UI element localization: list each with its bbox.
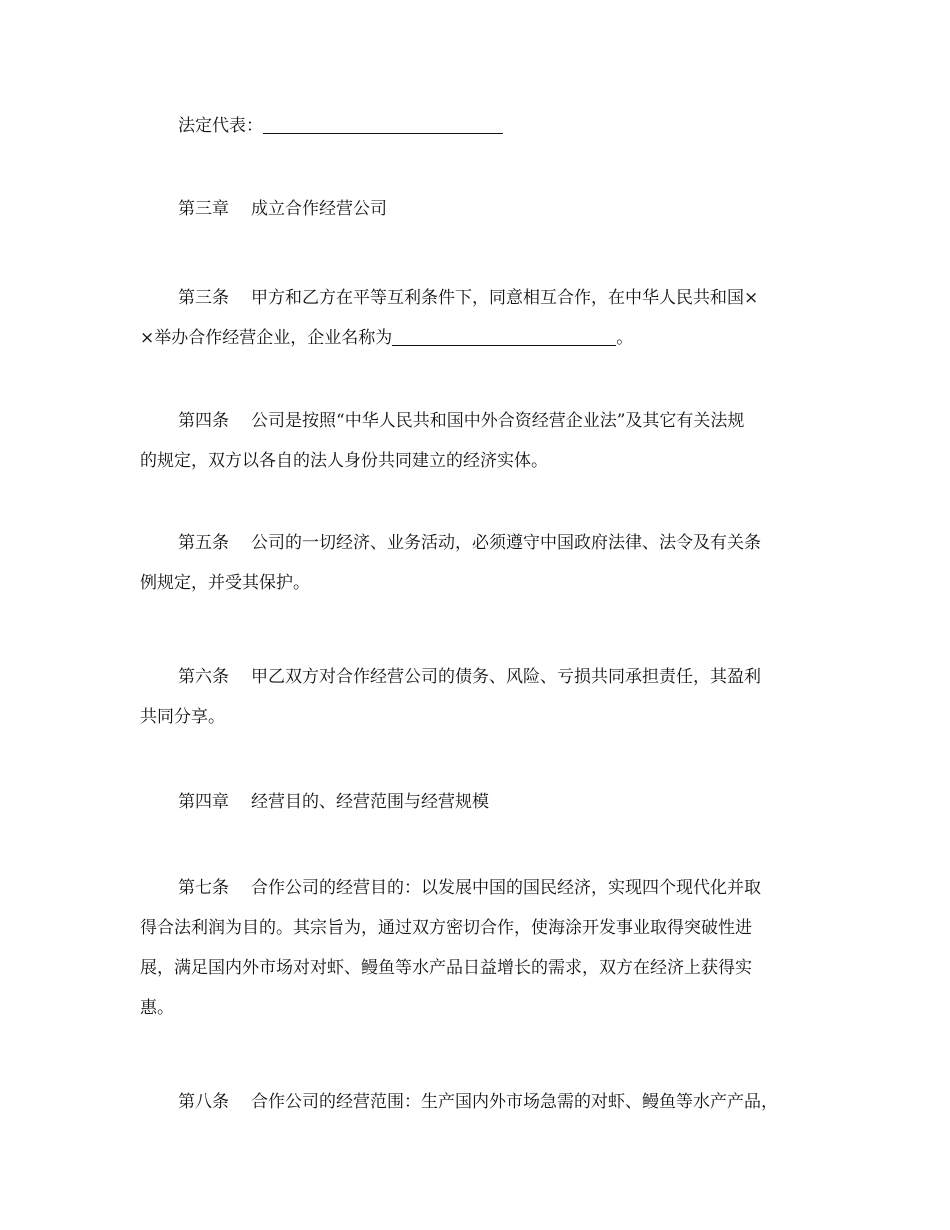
- chapter-3-heading: [140, 189, 816, 229]
- article-8-text-a: 合作公司的经营范围：生产国内外市场急需的对虾、鳗鱼等水产产品，: [251, 1092, 778, 1112]
- article-3-text-c: 。: [616, 328, 634, 348]
- article-6-number: 第六条: [178, 667, 229, 687]
- chapter-3-title: 成立合作经营公司: [251, 199, 387, 219]
- article-7-text-c: 展，满足国内外市场对对虾、鳗鱼等水产品日益增长的需求，双方在经济上获得实: [140, 958, 752, 978]
- article-8: [140, 1082, 816, 1122]
- legal-representative-label: 法定代表：: [178, 116, 263, 136]
- article-6-text-a: 甲乙双方对合作经营公司的债务、风险、亏损共同承担责任，其盈利: [251, 667, 761, 687]
- chapter-3-number: 第三章: [178, 199, 229, 219]
- chapter-4-heading: [140, 782, 816, 822]
- article-3: [140, 278, 816, 358]
- company-name-blank: [392, 325, 616, 346]
- article-4-text-a: 公司是按照“中华人民共和国中外合资经营企业法”及其它有关法规: [251, 411, 745, 431]
- chapter-4-number: 第四章: [178, 792, 229, 812]
- article-4-text-b: 的规定，双方以各自的法人身份共同建立的经济实体。: [140, 451, 548, 471]
- legal-representative-line: [140, 106, 816, 146]
- article-6-text-b: 共同分享。: [140, 707, 225, 727]
- article-4-number: 第四条: [178, 411, 229, 431]
- legal-representative-blank: [263, 113, 503, 134]
- article-3-text-a: 甲方和乙方在平等互利条件下，同意相互合作，在中华人民共和国×: [251, 288, 759, 308]
- article-3-number: 第三条: [178, 288, 229, 308]
- article-7-text-a: 合作公司的经营目的：以发展中国的国民经济，实现四个现代化并取: [251, 878, 761, 898]
- article-7-text-b: 得合法利润为目的。其宗旨为，通过双方密切合作，使海涂开发事业取得突破性进: [140, 918, 752, 938]
- article-7-number: 第七条: [178, 878, 229, 898]
- article-8-number: 第八条: [178, 1092, 229, 1112]
- article-3-text-b: ×举办合作经营企业，企业名称为: [140, 328, 393, 348]
- article-7: [140, 868, 816, 1028]
- article-6: [140, 657, 816, 737]
- article-5-text-a: 公司的一切经济、业务活动，必须遵守中国政府法律、法令及有关条: [251, 533, 761, 553]
- article-5-number: 第五条: [178, 533, 229, 553]
- article-7-text-d: 惠。: [140, 998, 174, 1018]
- article-4: [140, 401, 816, 481]
- chapter-4-title: 经营目的、经营范围与经营规模: [251, 792, 489, 812]
- article-5-text-b: 例规定，并受其保护。: [140, 573, 310, 593]
- article-5: [140, 523, 816, 603]
